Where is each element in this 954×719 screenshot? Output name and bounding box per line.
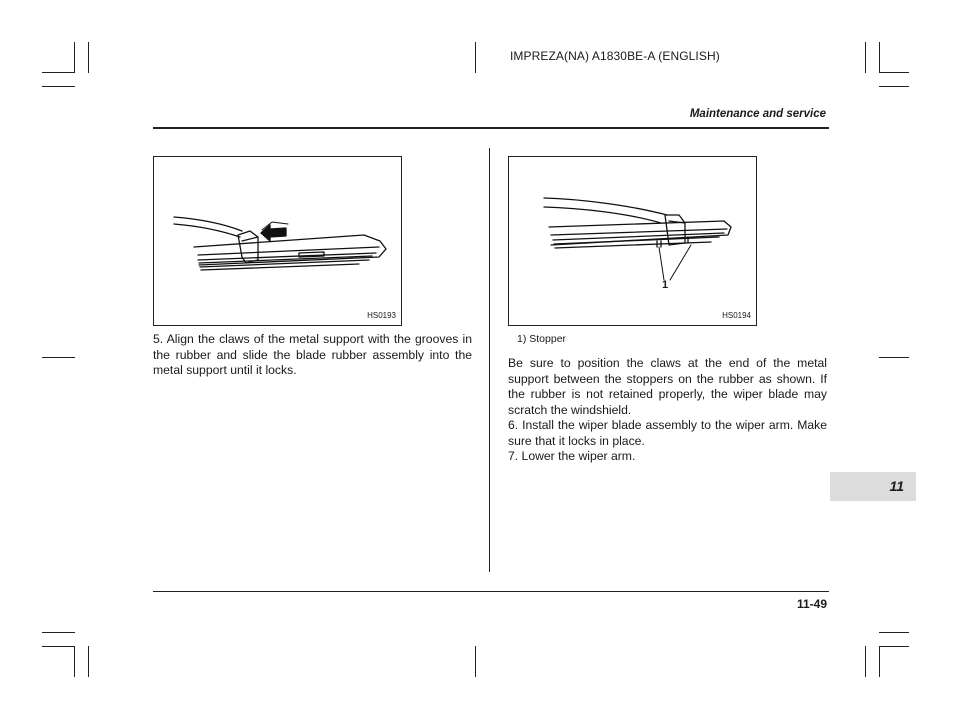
step-5-instruction: 5. Align the claws of the metal support with the grooves in the rubber and slide the blade rubber assembly into the metal support until it locks. [153, 332, 472, 377]
wiper-slide-illustration [154, 157, 401, 325]
section-title: Maintenance and service [689, 108, 826, 120]
right-column-text [508, 356, 827, 465]
figure-caption: 1) Stopper [517, 333, 567, 345]
wiper-stopper-illustration [509, 157, 756, 325]
document-id: IMPREZA(NA) A1830BE-A (ENGLISH) [510, 49, 720, 63]
step-7-instruction: 7. Lower the wiper arm. [508, 449, 636, 463]
column-divider [489, 148, 490, 572]
page-number: 11-49 [796, 597, 827, 611]
step-6-instruction: 6. Install the wiper blade assembly to the wiper arm. Make sure that it locks in place. [508, 418, 827, 448]
callout-number: 1 [662, 279, 669, 291]
figure-code: HS0194 [722, 311, 751, 320]
chapter-tab: 11 [830, 472, 916, 501]
figure-code: HS0193 [367, 311, 396, 320]
header-rule [153, 127, 829, 129]
footer-rule [153, 591, 829, 592]
figure-hs0193 [153, 156, 402, 326]
stopper-note: Be sure to position the claws at the end of the metal support between the stoppers on the rubber as shown. If the rubber is not retained properly, the wiper blade may scratch the windshield. [508, 356, 827, 417]
figure-hs0194 [508, 156, 757, 326]
